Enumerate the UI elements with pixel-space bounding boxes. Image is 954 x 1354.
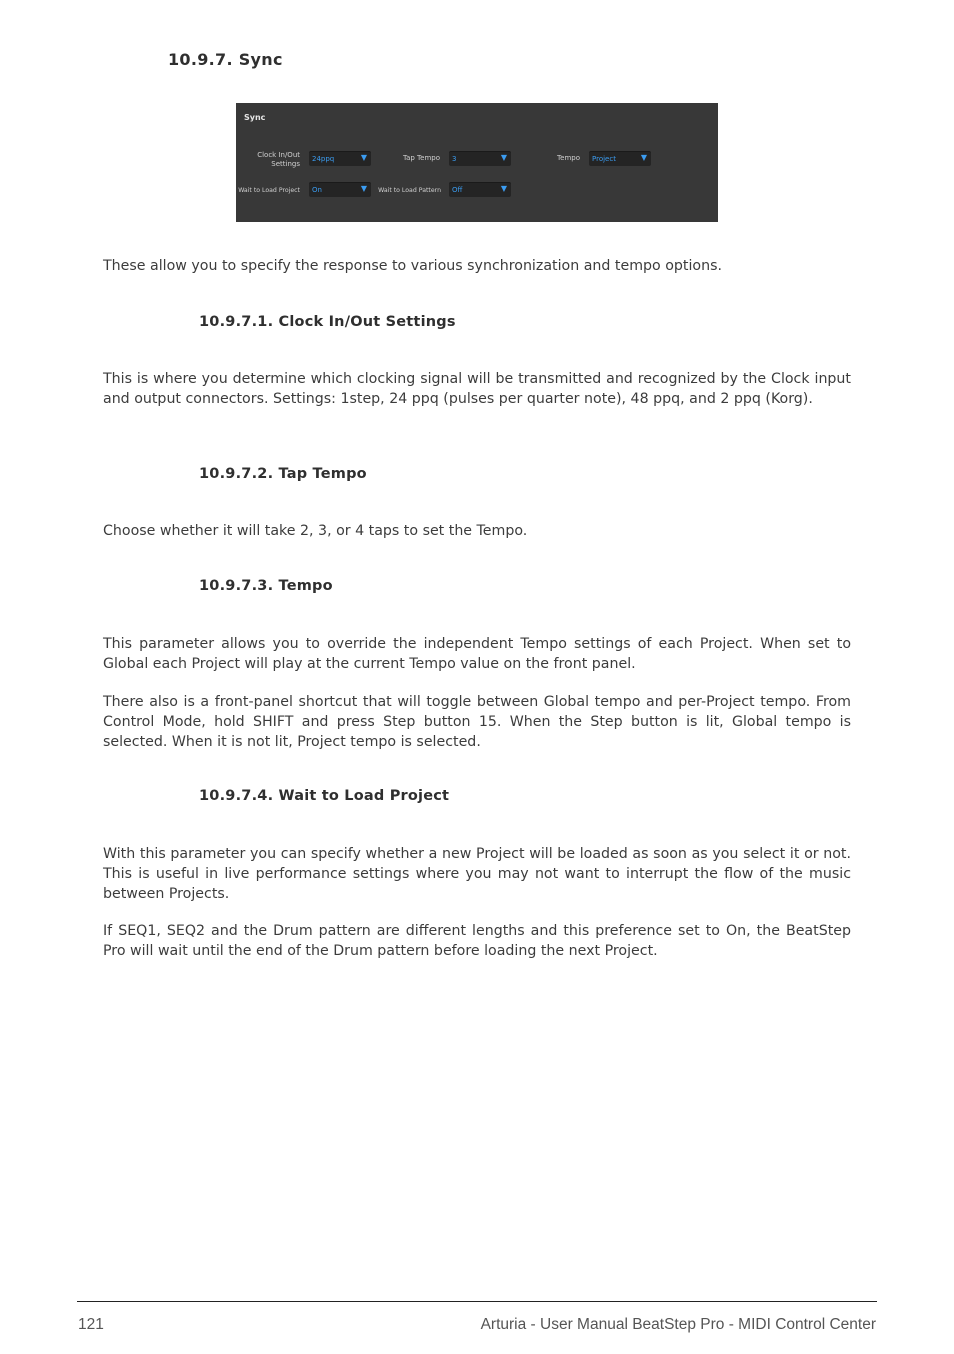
tap-tempo-heading: 10.9.7.2. Tap Tempo <box>199 466 367 482</box>
sync-settings-panel <box>236 103 718 222</box>
dropdown-value: Project <box>592 155 616 163</box>
wait-load-pattern-dropdown[interactable] <box>449 182 511 197</box>
page-number: 121 <box>78 1316 104 1333</box>
wait-load-project-paragraph-1: With this parameter you can specify whether a new Project will be loaded as soon as you select it or not. This is useful in live performance settings where you may not want to interrupt the flow of the music between Projects. <box>103 846 851 902</box>
tap-tempo-paragraph: Choose whether it will take 2, 3, or 4 taps to set the Tempo. <box>103 523 528 539</box>
tempo-paragraph-1: This parameter allows you to override the independent Tempo settings of each Project. When set to Global each Project will play at the current Tempo value on the front panel. <box>103 636 851 672</box>
panel-title: Sync <box>244 113 266 122</box>
wait-load-project-label: Wait to Load Project <box>238 187 300 194</box>
dropdown-value: Off <box>452 186 463 194</box>
chevron-down-icon: ▼ <box>500 184 507 193</box>
clock-settings-paragraph: This is where you determine which clocking signal will be transmitted and recognized by the Clock input and output connectors. Settings: 1step, 24 ppq (pulses per quarter note), 48 ppq, and 2 ppq (Korg). <box>103 371 851 407</box>
tempo-label: Tempo <box>557 154 580 162</box>
tap-tempo-dropdown[interactable] <box>449 151 511 166</box>
footer-divider <box>77 1301 877 1302</box>
wait-load-project-paragraph-2: If SEQ1, SEQ2 and the Drum pattern are different lengths and this preference set to On, the BeatStep Pro will wait until the end of the Drum pattern before loading the next Project. <box>103 923 851 959</box>
tempo-dropdown[interactable] <box>589 151 651 166</box>
tempo-heading: 10.9.7.3. Tempo <box>199 578 333 594</box>
clock-settings-dropdown[interactable] <box>309 151 371 166</box>
wait-load-project-dropdown[interactable] <box>309 182 371 197</box>
chevron-down-icon: ▼ <box>500 153 507 162</box>
section-heading: 10.9.7. Sync <box>168 50 283 69</box>
dropdown-value: 3 <box>452 155 457 163</box>
footer-title: Arturia - User Manual BeatStep Pro - MIDI Control Center <box>480 1316 876 1333</box>
dropdown-value: 24ppq <box>312 155 335 163</box>
wait-load-pattern-label: Wait to Load Pattern <box>378 187 441 194</box>
chevron-down-icon: ▼ <box>360 153 367 162</box>
intro-paragraph: These allow you to specify the response to various synchronization and tempo options. <box>103 258 722 274</box>
clock-settings-label: Clock In/Out Settings <box>257 151 300 168</box>
tap-tempo-label: Tap Tempo <box>402 154 440 162</box>
dropdown-value: On <box>312 186 322 194</box>
chevron-down-icon: ▼ <box>360 184 367 193</box>
wait-load-project-heading: 10.9.7.4. Wait to Load Project <box>199 788 450 804</box>
tempo-paragraph-2: There also is a front-panel shortcut that will toggle between Global tempo and per-Project tempo. From Control Mode, hold SHIFT and press Step button 15. When the Step button is lit, Global tempo is selected. When it is not lit, Project tempo is selected. <box>103 694 851 750</box>
clock-settings-heading: 10.9.7.1. Clock In/Out Settings <box>199 314 456 330</box>
chevron-down-icon: ▼ <box>640 153 647 162</box>
